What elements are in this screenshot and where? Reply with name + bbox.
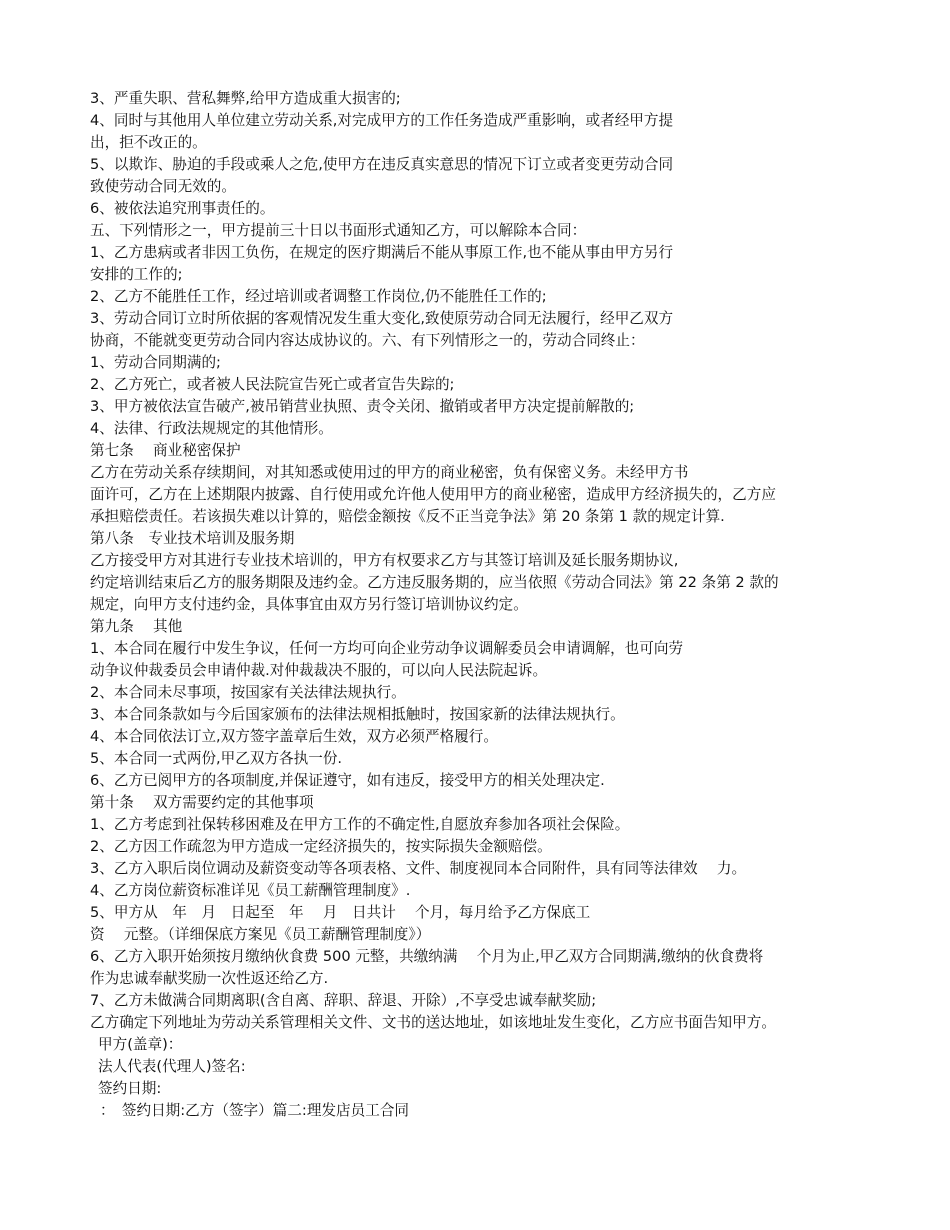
text-line: 1、本合同在履行中发生争议，任何一方均可向企业劳动争议调解委员会申请调解，也可向劳	[90, 640, 684, 657]
text-line: 面许可，乙方在上述期限内披露、自行使用或允许他人使用甲方的商业秘密，造成甲方经济损失的，乙方应	[90, 486, 776, 503]
text-line: 致使劳动合同无效的。	[90, 178, 236, 195]
text-line: 乙方在劳动关系存续期间，对其知悉或使用过的甲方的商业秘密，负有保密义务。未经甲方书	[90, 464, 689, 481]
article-heading: 第八条 专业技术培训及服务期	[90, 530, 295, 547]
signature-representative: 法人代表(代理人)签名:	[98, 1058, 246, 1075]
article-heading: 第七条 商业秘密保护	[90, 442, 241, 459]
text-line: 乙方确定下列地址为劳动关系管理相关文件、文书的送达地址，如该地址发生变化，乙方应书面告知甲方。	[90, 1014, 776, 1031]
section-heading: 五、下列情形之一，甲方提前三十日以书面形式通知乙方，可以解除本合同：	[90, 222, 587, 239]
text-line: 4、乙方岗位薪资标准详见《员工薪酬管理制度》.	[90, 882, 411, 899]
text-line: 动争议仲裁委员会申请仲裁.对仲裁裁决不服的，可以向人民法院起诉。	[90, 662, 548, 679]
text-line: 2、乙方死亡，或者被人民法院宣告死亡或者宣告失踪的;	[90, 376, 455, 393]
text-line: 出，拒不改正的。	[90, 134, 207, 151]
text-line: 3、乙方入职后岗位调动及薪资变动等各项表格、文件、制度视同本合同附件，具有同等法律效 力。	[90, 860, 747, 877]
text-line: 4、法律、行政法规规定的其他情形。	[90, 420, 333, 437]
text-line: 2、乙方因工作疏忽为甲方造成一定经济损失的，按实际损失金额赔偿。	[90, 838, 552, 855]
text-line: 3、劳动合同订立时所依据的客观情况发生重大变化,致使原劳动合同无法履行，经甲乙双方	[90, 310, 674, 327]
text-line: 3、严重失职、营私舞弊,给甲方造成重大损害的;	[90, 90, 401, 107]
article-heading: 第十条 双方需要约定的其他事项	[90, 794, 314, 811]
text-line: 7、乙方未做满合同期离职(含自离、辞职、辞退、开除）,不享受忠诚奉献奖励;	[90, 992, 597, 1009]
signature-date: 签约日期:	[98, 1080, 162, 1097]
text-line: 安排的工作的;	[90, 266, 183, 283]
text-line: 6、乙方已阅甲方的各项制度,并保证遵守，如有违反，接受甲方的相关处理决定.	[90, 772, 605, 789]
text-line: 3、甲方被依法宣告破产,被吊销营业执照、责令关闭、撤销或者甲方决定提前解散的;	[90, 398, 635, 415]
text-line: 承担赔偿责任。若该损失难以计算的，赔偿金额按《反不正当竞争法》第 20 条第 1 款的规定计算.	[90, 508, 725, 525]
text-line: 3、本合同条款如与今后国家颁布的法律法规相抵触时，按国家新的法律法规执行。	[90, 706, 625, 723]
text-line: 5、甲方从 年 月 日起至 年 月 日共计 个月，每月给予乙方保底工	[90, 904, 591, 921]
text-line: 1、乙方患病或者非因工负伤，在规定的医疗期满后不能从事原工作,也不能从事由甲方另行	[90, 244, 674, 261]
text-line: 1、乙方考虑到社保转移困难及在甲方工作的不确定性,自愿放弃参加各项社会保险。	[90, 816, 630, 833]
text-line: 5、本合同一式两份,甲乙双方各执一份.	[90, 750, 343, 767]
text-line: 4、本合同依法订立,双方签字盖章后生效，双方必须严格履行。	[90, 728, 498, 745]
text-line: 2、乙方不能胜任工作，经过培训或者调整工作岗位,仍不能胜任工作的;	[90, 288, 547, 305]
text-line: 作为忠诚奉献奖励一次性返还给乙方.	[90, 970, 329, 987]
article-heading: 第九条 其他	[90, 618, 183, 635]
text-line: 6、乙方入职开始须按月缴纳伙食费 500 元整，共缴纳满 个月为止,甲乙双方合同期满,缴纳的伙食费将	[90, 948, 764, 965]
text-line: 4、同时与其他用人单位建立劳动关系,对完成甲方的工作任务造成严重影响，或者经甲方提	[90, 112, 674, 129]
signature-party-b: ： 签约日期:乙方（签字）篇二:理发店员工合同	[100, 1102, 410, 1119]
text-line: 协商，不能就变更劳动合同内容达成协议的。六、有下列情形之一的，劳动合同终止：	[90, 332, 645, 349]
text-line: 乙方接受甲方对其进行专业技术培训的，甲方有权要求乙方与其签订培训及延长服务期协议,	[90, 552, 679, 569]
text-line: 1、劳动合同期满的;	[90, 354, 221, 371]
text-line: 2、本合同未尽事项，按国家有关法律法规执行。	[90, 684, 406, 701]
text-line: 5、以欺诈、胁迫的手段或乘人之危,使甲方在违反真实意思的情况下订立或者变更劳动合同	[90, 156, 674, 173]
text-line: 资 元整。（详细保底方案见《员工薪酬管理制度》）	[90, 926, 431, 943]
text-line: 6、被依法追究刑事责任的。	[90, 200, 275, 217]
text-line: 规定，向甲方支付违约金，具体事宜由双方另行签订培训协议约定。	[90, 596, 528, 613]
text-line: 约定培训结束后乙方的服务期限及违约金。乙方违反服务期的，应当依照《劳动合同法》第 22 条第 2 款的	[90, 574, 779, 591]
signature-party-a: 甲方(盖章)：	[98, 1036, 183, 1053]
contract-text	[90, 88, 870, 1122]
